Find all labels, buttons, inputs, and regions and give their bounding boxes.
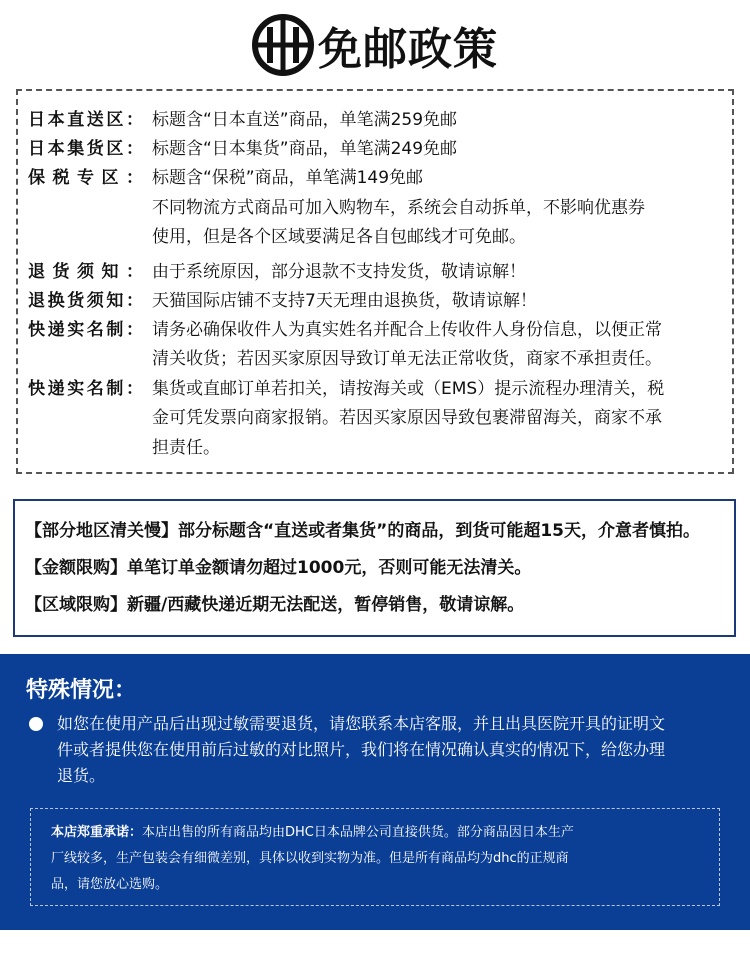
policy-text: 标题含“日本直送”商品，单笔满259免邮 xyxy=(152,110,458,130)
customs-text: 金可凭发票向商家报销。若因买家原因导致包裹滞留海关，商家不承 xyxy=(152,408,662,428)
limit-amount: 【金额限购】单笔订单金额请勿超过1000元，否则可能无法清关。 xyxy=(25,558,532,578)
policy-label: 日本集货区： xyxy=(28,139,143,159)
store-promise-box xyxy=(30,808,720,906)
special-text-line: 如您在使用产品后出现过敏需要退货，请您联系本店客服，并且出具医院开具的证明文 xyxy=(57,714,666,733)
page-header xyxy=(0,10,750,80)
policy-text: 标题含“保税”商品，单笔满149免邮 xyxy=(152,168,424,188)
purchase-limits-box xyxy=(13,499,736,637)
policy-note-text: 使用，但是各个区域要满足各自包邮线才可免邮。 xyxy=(152,227,526,247)
shipping-policy-box xyxy=(16,89,734,474)
policy-note-text: 不同物流方式商品可加入购物车，系统会自动拆单，不影响优惠券 xyxy=(152,198,645,218)
special-text-line: 退货。 xyxy=(57,766,106,785)
exchange-label: 退换货须知： xyxy=(28,291,143,311)
customs-label: 快递实名制： xyxy=(28,379,143,399)
policy-label: 保税专区： xyxy=(28,168,143,188)
promise-line xyxy=(51,823,574,843)
special-section xyxy=(0,654,750,930)
bullet-icon xyxy=(29,717,43,731)
promise-line: 厂线较多，生产包装会有细微差别，具体以收到实物为准。但是所有商品均为dhc的正规商 xyxy=(51,851,569,866)
realname-text: 请务必确保收件人为真实姓名并配合上传收件人身份信息，以便正常 xyxy=(152,320,662,340)
realname-text: 清关收货；若因买家原因导致订单无法正常收货，商家不承担责任。 xyxy=(152,349,662,369)
special-title: 特殊情况： xyxy=(26,678,137,703)
shipping-logo-icon xyxy=(252,14,314,76)
policy-text: 标题含“日本集货”商品，单笔满249免邮 xyxy=(152,139,458,159)
realname-label: 快递实名制： xyxy=(28,320,143,340)
return-label: 退货须知： xyxy=(28,262,143,282)
return-text: 由于系统原因，部分退款不支持发货，敬请谅解！ xyxy=(152,262,526,282)
special-text-line: 件或者提供您在使用前后过敏的对比照片，我们将在情况确认真实的情况下，给您办理 xyxy=(57,740,666,759)
page-title: 免邮政策 xyxy=(318,24,498,75)
limit-region: 【区域限购】新疆/西藏快递近期无法配送，暂停销售，敬请谅解。 xyxy=(25,595,525,615)
promise-label: 本店郑重承诺： xyxy=(51,825,143,840)
policy-label: 日本直送区： xyxy=(28,110,143,130)
customs-text: 担责任。 xyxy=(152,438,220,458)
promise-text: 本店出售的所有商品均由DHC日本品牌公司直接供货。部分商品因日本生产 xyxy=(142,825,574,840)
promise-line: 品，请您放心选购。 xyxy=(51,877,169,892)
exchange-text: 天猫国际店铺不支持7天无理由退换货，敬请谅解！ xyxy=(152,291,537,311)
limit-clearance-slow: 【部分地区清关慢】部分标题含“直送或者集货”的商品，到货可能超15天，介意者慎拍。 xyxy=(25,521,701,541)
customs-text: 集货或直邮订单若扣关，请按海关或（EMS）提示流程办理清关，税 xyxy=(152,379,665,399)
